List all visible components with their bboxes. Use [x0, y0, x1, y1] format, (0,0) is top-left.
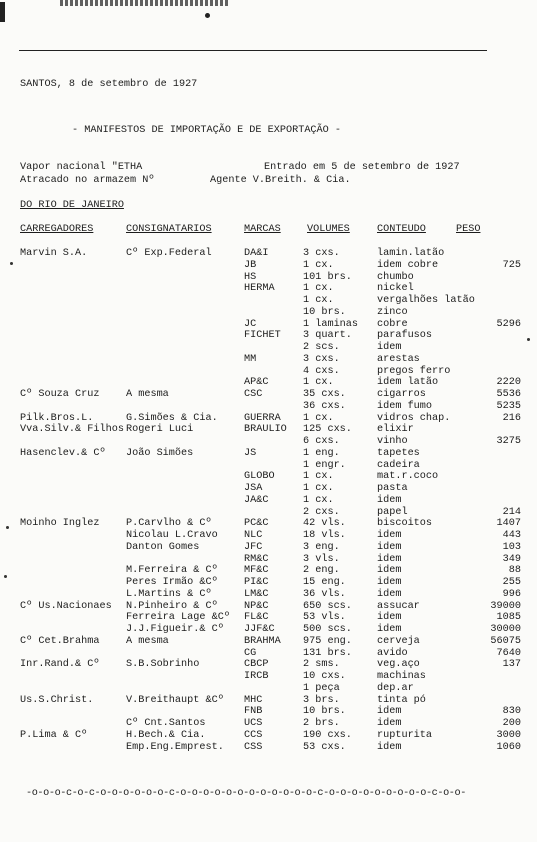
- row-volume: 125 cxs.: [303, 424, 352, 436]
- row-volume: 3 vls.: [303, 553, 340, 565]
- table-row: [0, 660, 537, 671]
- table-row: [0, 566, 537, 577]
- row-content: idem: [377, 565, 402, 577]
- row-consignee: Nicolau L.Cravo: [126, 530, 218, 541]
- table-row: [0, 508, 537, 519]
- col-header-marks: MARCAS: [244, 224, 281, 235]
- row-consignee: S.B.Sobrinho: [126, 659, 200, 671]
- table-row: [0, 731, 537, 742]
- table-row: [0, 719, 537, 730]
- row-weight: 3000: [496, 729, 521, 741]
- row-volume: 1 eng.: [303, 447, 340, 459]
- table-row: [0, 320, 537, 331]
- row-volume: 36 cxs.: [303, 400, 346, 412]
- berth-line: Atracado no armazem Nº: [20, 175, 155, 186]
- row-mark: NP&C: [244, 600, 269, 612]
- row-weight: 30000: [490, 624, 521, 635]
- table-row: [0, 531, 537, 542]
- row-content: idem: [377, 718, 402, 729]
- row-weight: 1060: [496, 741, 521, 753]
- row-volume: 975 eng.: [303, 635, 352, 647]
- row-weight: 725: [502, 259, 521, 271]
- scan-speck: [6, 526, 9, 529]
- table-row: [0, 625, 537, 636]
- row-volume: 10 cxs.: [303, 671, 346, 682]
- table-row: [0, 707, 537, 718]
- row-volume: 1 cx.: [303, 259, 334, 271]
- row-volume: 1 laminas: [303, 318, 359, 330]
- row-weight: 830: [502, 706, 521, 718]
- row-content: rupturita: [377, 729, 433, 741]
- row-weight: 1085: [496, 612, 521, 624]
- row-consignee: G.Simões & Cia.: [126, 412, 218, 424]
- row-volume: 3 quart.: [303, 330, 352, 342]
- row-mark: BRAHMA: [244, 635, 281, 647]
- row-weight: 137: [502, 659, 521, 671]
- agent-line: Agente V.Breith. & Cia.: [210, 175, 351, 186]
- row-mark: FL&C: [244, 612, 269, 624]
- row-mark: FICHET: [244, 330, 281, 342]
- row-content: cerveja: [377, 635, 420, 647]
- row-mark: GUERRA: [244, 412, 281, 424]
- table-row: [0, 343, 537, 354]
- table-row: [0, 590, 537, 601]
- table-row: [0, 578, 537, 589]
- scan-speck: [4, 575, 7, 578]
- row-content: cadeira: [377, 459, 420, 471]
- table-row: [0, 284, 537, 295]
- row-consignee: A mesma: [126, 635, 169, 647]
- table-row: [0, 414, 537, 425]
- row-mark: LM&C: [244, 588, 269, 600]
- row-volume: 2 sms.: [303, 659, 340, 671]
- row-weight: 2220: [496, 377, 521, 389]
- row-volume: 1 cx.: [303, 295, 334, 306]
- table-row: [0, 519, 537, 530]
- row-consignee: A mesma: [126, 389, 169, 400]
- table-row: [0, 496, 537, 507]
- row-content: machinas: [377, 671, 426, 682]
- table-row: [0, 602, 537, 613]
- row-mark: MF&C: [244, 565, 269, 577]
- row-content: mat.r.coco: [377, 471, 439, 483]
- row-content: idem: [377, 494, 402, 506]
- row-weight: 349: [502, 553, 521, 565]
- row-content: lamin.latão: [377, 248, 445, 259]
- row-mark: NLC: [244, 530, 263, 541]
- row-content: tapetes: [377, 447, 420, 459]
- footer-rule: -o-o-o-c-o-c-o-o-o-o-o-o-c-o-o-o-o-o-o-o-o-o-o-o-o-c-o-o-o-o-o-o-o-o-o-c-o-o-: [26, 788, 466, 799]
- row-consignee: Cº Cnt.Santos: [126, 718, 206, 729]
- table-row: [0, 261, 537, 272]
- row-mark: JJF&C: [244, 624, 275, 635]
- row-volume: 131 brs.: [303, 647, 352, 659]
- origin-heading: DO RIO DE JANEIRO: [20, 200, 124, 211]
- row-weight: 5296: [496, 318, 521, 330]
- row-shipper: Marvin S.A.: [20, 248, 88, 259]
- row-volume: 2 scs.: [303, 342, 340, 353]
- row-volume: 101 brs.: [303, 271, 352, 283]
- arrival-line: Entrado em 5 de setembro de 1927: [264, 162, 460, 173]
- row-content: biscoitos: [377, 518, 433, 530]
- row-content: idem cobre: [377, 259, 439, 271]
- row-content: idem latão: [377, 377, 439, 389]
- row-mark: DA&I: [244, 248, 269, 259]
- row-shipper: Moinho Inglez: [20, 518, 100, 530]
- row-content: vinho: [377, 436, 408, 447]
- row-mark: CSS: [244, 741, 263, 753]
- table-row: [0, 425, 537, 436]
- row-content: arestas: [377, 353, 420, 365]
- table-row: [0, 249, 537, 260]
- row-weight: 214: [502, 506, 521, 518]
- row-content: parafusos: [377, 330, 433, 342]
- scan-speck: [10, 262, 13, 265]
- row-content: nickel: [377, 283, 414, 295]
- row-content: tinta pó: [377, 694, 426, 706]
- row-content: elixir: [377, 424, 414, 436]
- table-row: [0, 390, 537, 401]
- row-consignee: L.Martins & Cº: [126, 588, 212, 600]
- row-mark: CCS: [244, 729, 263, 741]
- col-header-weight: PESO: [456, 224, 481, 235]
- table-row: [0, 555, 537, 566]
- table-row: [0, 684, 537, 695]
- row-volume: 1 engr.: [303, 459, 346, 471]
- row-volume: 3 eng.: [303, 541, 340, 553]
- row-mark: JA&C: [244, 494, 269, 506]
- row-mark: PC&C: [244, 518, 269, 530]
- row-mark: JSA: [244, 483, 263, 494]
- table-row: [0, 273, 537, 284]
- row-content: idem: [377, 624, 402, 635]
- table-row: [0, 743, 537, 754]
- table-row: [0, 637, 537, 648]
- row-volume: 1 cx.: [303, 483, 334, 494]
- table-row: [0, 437, 537, 448]
- row-mark: RM&C: [244, 553, 269, 565]
- row-consignee: Ferreira Lage &Cº: [126, 612, 230, 624]
- row-mark: AP&C: [244, 377, 269, 389]
- col-header-volumes: VOLUMES: [307, 224, 350, 235]
- row-consignee: M.Ferreira & Cº: [126, 565, 218, 577]
- row-volume: 650 scs.: [303, 600, 352, 612]
- row-volume: 2 cxs.: [303, 506, 340, 518]
- row-shipper: Cº Us.Nacionaes: [20, 600, 112, 612]
- table-row: [0, 649, 537, 660]
- row-content: idem: [377, 553, 402, 565]
- row-volume: 2 eng.: [303, 565, 340, 577]
- row-shipper: Hasenclev.& Cº: [20, 447, 106, 459]
- row-weight: 200: [502, 718, 521, 729]
- row-consignee: Cº Exp.Federal: [126, 248, 212, 259]
- row-mark: BRAULIO: [244, 424, 287, 436]
- table-row: [0, 461, 537, 472]
- row-mark: UCS: [244, 718, 263, 729]
- row-mark: CSC: [244, 389, 263, 400]
- row-consignee: P.Carvlho & Cº: [126, 518, 212, 530]
- row-shipper: P.Lima & Cº: [20, 729, 88, 741]
- row-consignee: N.Pinheiro & Cº: [126, 600, 218, 612]
- row-content: assucar: [377, 600, 420, 612]
- col-header-shipper: CARREGADORES: [20, 224, 94, 235]
- row-content: idem fumo: [377, 400, 433, 412]
- row-volume: 6 cxs.: [303, 436, 340, 447]
- row-content: avido: [377, 647, 408, 659]
- row-volume: 42 vls.: [303, 518, 346, 530]
- row-consignee: Peres Irmão &Cº: [126, 577, 218, 588]
- scan-speck: [205, 13, 210, 18]
- row-content: zinco: [377, 306, 408, 318]
- row-volume: 3 brs.: [303, 694, 340, 706]
- table-row: [0, 378, 537, 389]
- row-volume: 1 cx.: [303, 412, 334, 424]
- row-weight: 103: [502, 541, 521, 553]
- row-volume: 36 vls.: [303, 588, 346, 600]
- row-consignee: Emp.Eng.Emprest.: [126, 741, 224, 753]
- row-content: chumbo: [377, 271, 414, 283]
- document-title: - MANIFESTOS DE IMPORTAÇÃO E DE EXPORTAÇÃO -: [72, 125, 341, 136]
- row-content: cigarros: [377, 389, 426, 400]
- scan-noise-top: [60, 0, 230, 6]
- row-volume: 3 cxs.: [303, 248, 340, 259]
- row-volume: 15 eng.: [303, 577, 346, 588]
- row-weight: 56075: [490, 635, 521, 647]
- row-weight: 88: [508, 565, 521, 577]
- col-header-content: CONTEUDO: [377, 224, 426, 235]
- row-volume: 53 vls.: [303, 612, 346, 624]
- row-volume: 10 brs.: [303, 706, 346, 718]
- table-row: [0, 543, 537, 554]
- row-weight: 216: [502, 412, 521, 424]
- table-row: [0, 355, 537, 366]
- row-mark: JS: [244, 447, 257, 459]
- row-weight: 7640: [496, 647, 521, 659]
- table-row: [0, 402, 537, 413]
- row-weight: 39000: [490, 600, 521, 612]
- row-shipper: Pilk.Bros.L.: [20, 412, 94, 424]
- row-volume: 1 peça: [303, 682, 340, 694]
- row-content: idem: [377, 706, 402, 718]
- row-volume: 190 cxs.: [303, 729, 352, 741]
- row-consignee: Rogeri Luci: [126, 424, 194, 436]
- row-content: papel: [377, 506, 408, 518]
- row-content: pregos ferro: [377, 365, 451, 377]
- row-shipper: Cº Souza Cruz: [20, 389, 100, 400]
- row-mark: CBCP: [244, 659, 269, 671]
- row-volume: 1 cx.: [303, 377, 334, 389]
- row-volume: 500 scs.: [303, 624, 352, 635]
- row-shipper: Vva.Silv.& Filhos: [20, 424, 124, 436]
- row-mark: MM: [244, 353, 257, 365]
- row-mark: GLOBO: [244, 471, 275, 483]
- row-mark: JFC: [244, 541, 263, 553]
- row-mark: CG: [244, 647, 257, 659]
- row-volume: 1 cx.: [303, 494, 334, 506]
- row-content: vidros chap.: [377, 412, 451, 424]
- col-header-consignee: CONSIGNATARIOS: [126, 224, 212, 235]
- table-row: [0, 308, 537, 319]
- row-volume: 18 vls.: [303, 530, 346, 541]
- table-row: [0, 449, 537, 460]
- row-content: idem: [377, 541, 402, 553]
- row-volume: 1 cx.: [303, 283, 334, 295]
- row-content: idem: [377, 588, 402, 600]
- row-weight: 5536: [496, 389, 521, 400]
- row-weight: 255: [502, 577, 521, 588]
- row-volume: 35 cxs.: [303, 389, 346, 400]
- table-row: [0, 613, 537, 624]
- row-volume: 10 brs.: [303, 306, 346, 318]
- scan-edge-mark: [0, 2, 5, 22]
- row-weight: 996: [502, 588, 521, 600]
- row-consignee: H.Bech.& Cia.: [126, 729, 206, 741]
- row-mark: FNB: [244, 706, 263, 718]
- row-consignee: João Simões: [126, 447, 194, 459]
- row-shipper: Inr.Rand.& Cº: [20, 659, 100, 671]
- row-volume: 1 cx.: [303, 471, 334, 483]
- row-content: pasta: [377, 483, 408, 494]
- row-volume: 53 cxs.: [303, 741, 346, 753]
- row-content: dep.ar: [377, 682, 414, 694]
- row-mark: PI&C: [244, 577, 269, 588]
- row-weight: 443: [502, 530, 521, 541]
- row-volume: 4 cxs.: [303, 365, 340, 377]
- row-mark: HS: [244, 271, 257, 283]
- row-mark: JB: [244, 259, 257, 271]
- table-row: [0, 367, 537, 378]
- row-shipper: Us.S.Christ.: [20, 694, 94, 706]
- row-mark: JC: [244, 318, 257, 330]
- row-content: idem: [377, 741, 402, 753]
- header-rule: [19, 50, 487, 51]
- row-consignee: Danton Gomes: [126, 541, 200, 553]
- row-consignee: V.Breithaupt &Cº: [126, 694, 224, 706]
- row-volume: 3 cxs.: [303, 353, 340, 365]
- row-content: veg.aço: [377, 659, 420, 671]
- place-date: SANTOS, 8 de setembro de 1927: [20, 79, 198, 90]
- table-row: [0, 672, 537, 683]
- row-mark: IRCB: [244, 671, 269, 682]
- table-row: [0, 484, 537, 495]
- row-weight: 3275: [496, 436, 521, 447]
- row-content: cobre: [377, 318, 408, 330]
- row-weight: 1407: [496, 518, 521, 530]
- table-row: [0, 331, 537, 342]
- row-content: idem: [377, 530, 402, 541]
- table-row: [0, 296, 537, 307]
- row-mark: MHC: [244, 694, 263, 706]
- scan-speck: [527, 338, 530, 341]
- row-content: idem: [377, 342, 402, 353]
- row-mark: HERMA: [244, 283, 275, 295]
- column-headers: [0, 225, 537, 236]
- vessel-line: Vapor nacional "ETHA: [20, 162, 143, 173]
- row-content: vergalhões latão: [377, 295, 475, 306]
- table-row: [0, 472, 537, 483]
- row-shipper: Cº Cet.Brahma: [20, 635, 100, 647]
- row-content: idem: [377, 612, 402, 624]
- table-row: [0, 696, 537, 707]
- row-content: idem: [377, 577, 402, 588]
- row-consignee: J.J.Figueir.& Cº: [126, 624, 224, 635]
- row-weight: 5235: [496, 400, 521, 412]
- row-volume: 2 brs.: [303, 718, 340, 729]
